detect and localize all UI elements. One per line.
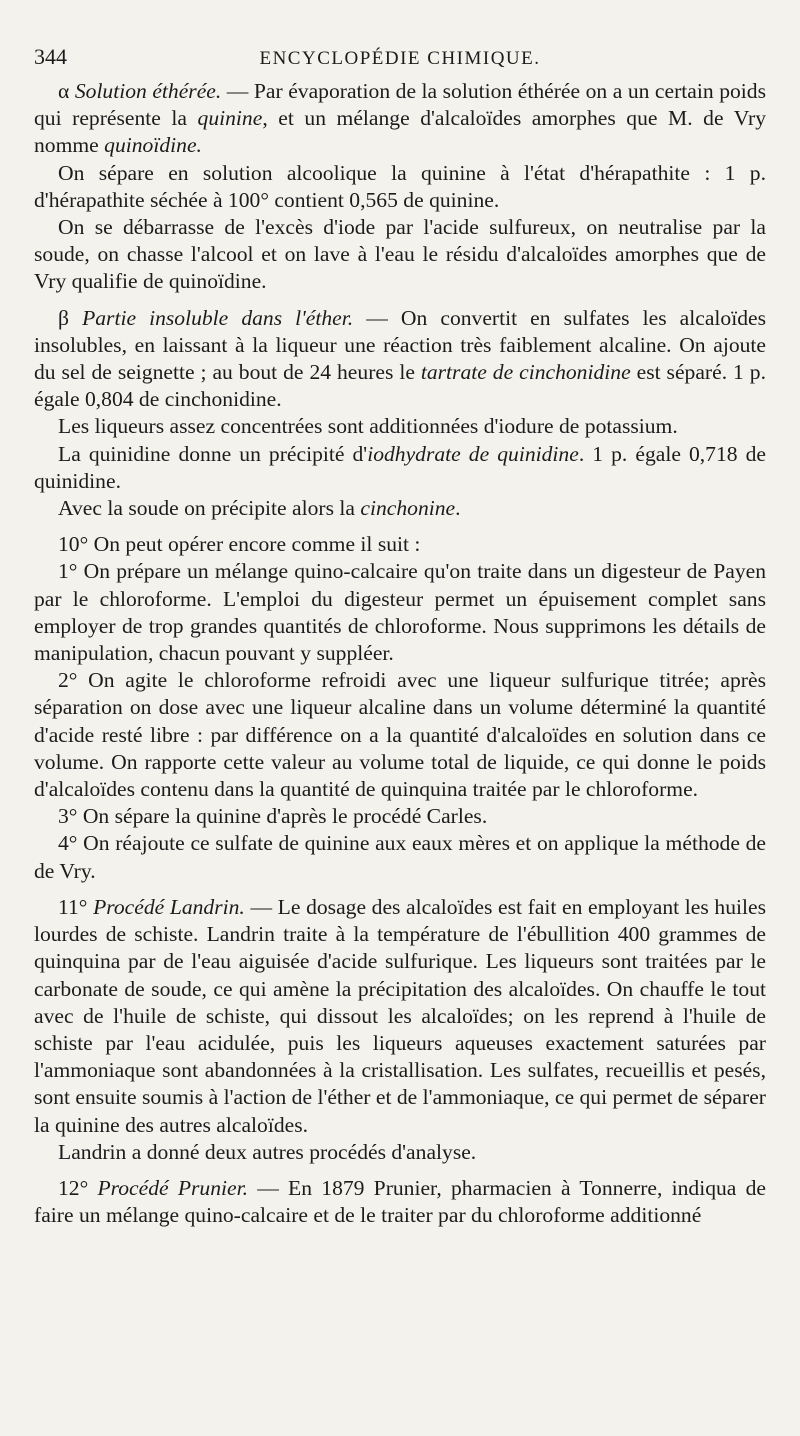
text-run: . 1 p. égale 0,718 de quinidine. [34,441,766,493]
text-run: 3° On sépare la quinine d'après le procédé Carles. [58,804,488,829]
text-run: — Par évaporation de la solution éthérée on a un certain poids qui représente la [34,79,766,131]
text-run: — On convertit en sulfates les alcaloïdes insolubles, en laissant à la liqueur une réaction très faiblement alcaline. On ajoute du sel de seignette ; au bout de 24 heures le [34,305,767,385]
text-run: . [455,496,461,521]
text-run: — Le dosage des alcaloïdes est fait en employant les huiles lourdes de schiste. Landrin traite à la température de l'ébullition 400 grammes de quinquina par de l'eau aiguisée d'acide sulfurique. Les liqueurs sont traitées par le carbonate de soude, ce qui amène la précipitation des alcaloïdes. On chauffe le tout avec de l'huile de schiste, qui dissout les alcaloïdes; on les reprend à l'huile de schiste par l'eau acidulée, puis les liqueurs aqueuses exactement saturées par l'ammoniaque sont abandonnées à la cristallisation. Les sulfates, recueillis et pesés, sont ensuite soumis à l'action de l'éther et de l'ammoniaque, ce qui permet de séparer la quinine des autres alcaloïdes. [34,894,766,1137]
text-run: 10° On peut opérer encore comme il suit : [58,532,421,557]
italic-text: Procédé Prunier. [97,1175,249,1200]
text-run: α [58,79,75,103]
italic-text: Solution éthérée. [74,79,222,103]
paragraph [34,78,766,160]
italic-text: Procédé Landrin. [93,894,245,919]
body-text [34,78,766,1229]
page-number: 344 [34,44,67,69]
text-run: 4° On réajoute ce sulfate de quinine aux eaux mères et on applique la méthode de de Vry. [34,831,766,883]
page-header [34,44,766,78]
text-run: Les liqueurs assez concentrées sont additionnées d'iodure de potassium. [58,414,678,439]
text-run: La quinidine donne un précipité d' [58,441,368,466]
text-run: 12° [58,1175,98,1200]
paragraph [34,441,766,495]
text-run: — En 1879 Prunier, pharmacien à Tonnerre, indiqua de faire un mélange quino-calcaire et de le traiter par du chloroforme additionné [34,1175,766,1228]
paragraph [34,413,766,440]
italic-text: iodhydrate de quinidine [367,441,579,466]
text-run: On sépare en solution alcoolique la quinine à l'état d'hérapathite : 1 p. d'hérapathite séchée à 100° contient 0,565 de quinine. [34,160,766,212]
paragraph [34,305,766,414]
italic-text: quinine [197,106,263,131]
paragraph [34,531,766,558]
paragraph [34,214,766,296]
paragraph [34,830,766,884]
text-run: Landrin a donné deux autres procédés d'analyse. [58,1139,477,1164]
text-run: 1° On prépare un mélange quino-calcaire qu'on traite dans un digesteur de Payen par le chloroforme. L'emploi du digesteur permet un épuisement complet sans employer de trop grandes quantités de chloroforme. Nous supprimons les détails de manipulation, chacun pouvant y suppléer. [34,559,766,666]
paragraph [34,558,766,667]
paragraph [34,667,766,803]
text-run: , et un mélange d'alcaloïdes amorphes que M. de Vry nomme [34,106,767,158]
paragraph [34,894,766,1139]
text-run: est séparé. 1 p. égale 0,804 de cinchonidine. [34,360,766,412]
italic-text: cinchonine [360,496,456,521]
paragraph [34,160,766,214]
italic-text: quinoïdine. [104,133,202,158]
text-run: β [58,305,83,330]
paragraph [34,495,766,522]
paragraph [34,1139,766,1166]
paragraph [34,1175,766,1229]
italic-text: Partie insoluble dans l'éther. [82,305,354,330]
paragraph [34,803,766,830]
italic-text: tartrate de cinchonidine [420,360,631,385]
running-title: ENCYCLOPÉDIE CHIMIQUE. [259,48,541,69]
text-run: 11° [58,894,94,919]
text-run: Avec la soude on précipite alors la [58,496,361,521]
text-run: On se débarrasse de l'excès d'iode par l'acide sulfureux, on neutralise par la soude, on chasse l'alcool et on lave à l'eau le résidu d'alcaloïdes amorphes que de Vry qualifie de quinoïdine. [34,215,766,294]
text-run: 2° On agite le chloroforme refroidi avec une liqueur sulfurique titrée; après séparation on dose avec une liqueur alcaline dans un volume déterminé la quantité d'acide resté libre : par différence on a la quantité d'alcaloïdes en solution dans ce volume. On rapporte cette valeur au volume total de liquide, ce qui donne le poids d'alcaloïdes contenu dans la quantité de quinquina traitée par le chloroforme. [34,668,766,802]
